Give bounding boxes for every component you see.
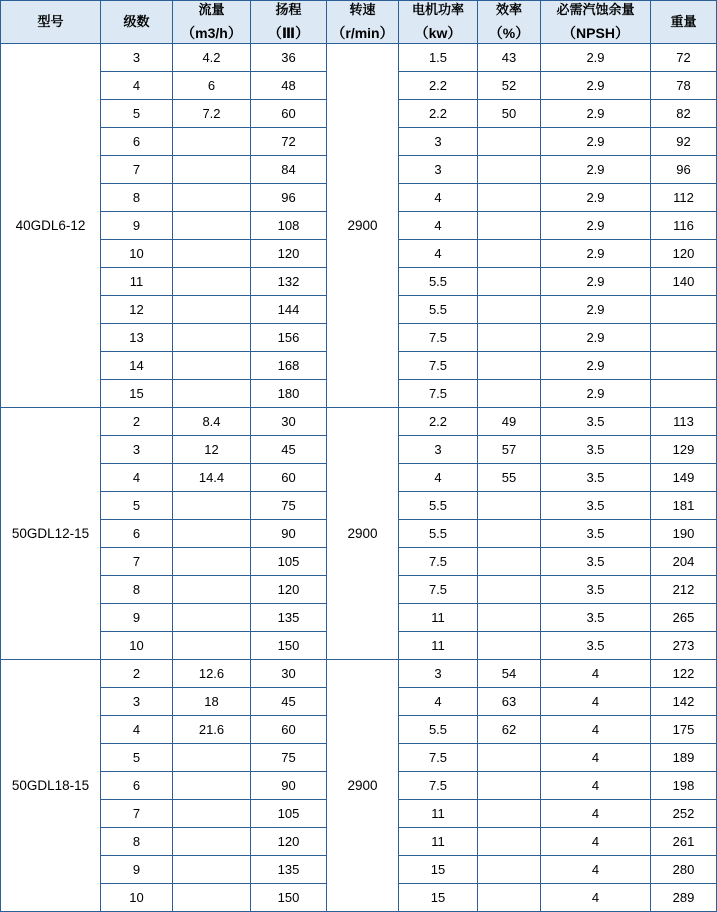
cell-npsh: 2.9 bbox=[541, 240, 651, 268]
cell-npsh: 4 bbox=[541, 828, 651, 856]
cell-eff: 55 bbox=[478, 464, 541, 492]
cell-eff bbox=[478, 156, 541, 184]
cell-stage: 8 bbox=[101, 576, 173, 604]
cell-flow bbox=[173, 856, 251, 884]
cell-power: 15 bbox=[399, 856, 478, 884]
cell-eff bbox=[478, 548, 541, 576]
cell-power: 7.5 bbox=[399, 380, 478, 408]
cell-head: 60 bbox=[251, 716, 327, 744]
column-header-5 bbox=[399, 1, 478, 44]
cell-weight: 181 bbox=[651, 492, 717, 520]
cell-head: 90 bbox=[251, 772, 327, 800]
table-row bbox=[1, 44, 717, 72]
cell-power: 7.5 bbox=[399, 352, 478, 380]
column-header-title: 扬程 bbox=[275, 2, 302, 17]
column-header-4 bbox=[327, 1, 399, 44]
cell-head: 150 bbox=[251, 884, 327, 912]
cell-eff: 50 bbox=[478, 100, 541, 128]
cell-npsh: 2.9 bbox=[541, 72, 651, 100]
cell-head: 120 bbox=[251, 576, 327, 604]
cell-power: 4 bbox=[399, 688, 478, 716]
cell-power: 5.5 bbox=[399, 492, 478, 520]
cell-flow bbox=[173, 828, 251, 856]
cell-head: 48 bbox=[251, 72, 327, 100]
column-header-title: 电机功率 bbox=[411, 2, 464, 17]
cell-weight: 289 bbox=[651, 884, 717, 912]
cell-eff bbox=[478, 268, 541, 296]
cell-weight: 92 bbox=[651, 128, 717, 156]
cell-head: 90 bbox=[251, 520, 327, 548]
cell-stage: 7 bbox=[101, 548, 173, 576]
cell-eff bbox=[478, 352, 541, 380]
cell-flow bbox=[173, 184, 251, 212]
cell-eff: 54 bbox=[478, 660, 541, 688]
cell-head: 132 bbox=[251, 268, 327, 296]
cell-npsh: 4 bbox=[541, 856, 651, 884]
cell-stage: 9 bbox=[101, 212, 173, 240]
column-header-unit: （%） bbox=[488, 24, 530, 41]
cell-eff bbox=[478, 240, 541, 268]
cell-model: 50GDL18-15 bbox=[1, 660, 101, 912]
cell-stage: 3 bbox=[101, 436, 173, 464]
cell-power: 11 bbox=[399, 632, 478, 660]
cell-head: 135 bbox=[251, 604, 327, 632]
cell-npsh: 2.9 bbox=[541, 44, 651, 72]
cell-head: 108 bbox=[251, 212, 327, 240]
cell-flow bbox=[173, 128, 251, 156]
cell-power: 5.5 bbox=[399, 268, 478, 296]
cell-weight bbox=[651, 352, 717, 380]
cell-npsh: 2.9 bbox=[541, 296, 651, 324]
cell-stage: 13 bbox=[101, 324, 173, 352]
cell-flow bbox=[173, 576, 251, 604]
cell-flow: 4.2 bbox=[173, 44, 251, 72]
column-header-8 bbox=[651, 1, 717, 44]
cell-head: 135 bbox=[251, 856, 327, 884]
cell-stage: 9 bbox=[101, 604, 173, 632]
cell-head: 60 bbox=[251, 464, 327, 492]
cell-head: 45 bbox=[251, 436, 327, 464]
cell-npsh: 3.5 bbox=[541, 464, 651, 492]
cell-speed: 2900 bbox=[327, 44, 399, 408]
table-header bbox=[1, 1, 717, 44]
cell-power: 2.2 bbox=[399, 100, 478, 128]
cell-head: 96 bbox=[251, 184, 327, 212]
cell-power: 4 bbox=[399, 212, 478, 240]
cell-stage: 2 bbox=[101, 660, 173, 688]
cell-eff bbox=[478, 212, 541, 240]
cell-weight: 189 bbox=[651, 744, 717, 772]
cell-npsh: 3.5 bbox=[541, 632, 651, 660]
cell-npsh: 3.5 bbox=[541, 408, 651, 436]
cell-eff bbox=[478, 492, 541, 520]
cell-weight bbox=[651, 296, 717, 324]
column-header-title: 重量 bbox=[670, 13, 697, 29]
header-row bbox=[1, 1, 717, 44]
column-header-unit: （Ⅲ） bbox=[267, 24, 310, 41]
cell-power: 1.5 bbox=[399, 44, 478, 72]
cell-npsh: 3.5 bbox=[541, 492, 651, 520]
cell-head: 105 bbox=[251, 800, 327, 828]
cell-eff: 52 bbox=[478, 72, 541, 100]
cell-stage: 6 bbox=[101, 772, 173, 800]
cell-weight: 116 bbox=[651, 212, 717, 240]
cell-npsh: 4 bbox=[541, 660, 651, 688]
cell-power: 5.5 bbox=[399, 716, 478, 744]
column-header-1 bbox=[101, 1, 173, 44]
table-body bbox=[1, 44, 717, 912]
table-row bbox=[1, 408, 717, 436]
cell-weight: 82 bbox=[651, 100, 717, 128]
cell-npsh: 2.9 bbox=[541, 156, 651, 184]
cell-npsh: 2.9 bbox=[541, 352, 651, 380]
cell-eff bbox=[478, 632, 541, 660]
cell-head: 36 bbox=[251, 44, 327, 72]
column-header-unit: （kw） bbox=[414, 24, 462, 41]
cell-npsh: 2.9 bbox=[541, 268, 651, 296]
cell-power: 3 bbox=[399, 436, 478, 464]
cell-flow: 12 bbox=[173, 436, 251, 464]
cell-flow bbox=[173, 352, 251, 380]
cell-stage: 9 bbox=[101, 856, 173, 884]
cell-weight: 190 bbox=[651, 520, 717, 548]
cell-flow bbox=[173, 268, 251, 296]
cell-eff bbox=[478, 324, 541, 352]
cell-stage: 4 bbox=[101, 716, 173, 744]
cell-head: 30 bbox=[251, 660, 327, 688]
cell-eff: 62 bbox=[478, 716, 541, 744]
cell-flow bbox=[173, 772, 251, 800]
cell-weight: 265 bbox=[651, 604, 717, 632]
column-header-unit: （NPSH） bbox=[562, 24, 629, 41]
cell-head: 72 bbox=[251, 128, 327, 156]
cell-model: 50GDL12-15 bbox=[1, 408, 101, 660]
cell-eff: 43 bbox=[478, 44, 541, 72]
cell-flow bbox=[173, 520, 251, 548]
cell-stage: 5 bbox=[101, 100, 173, 128]
column-header-2 bbox=[173, 1, 251, 44]
cell-speed: 2900 bbox=[327, 660, 399, 912]
cell-flow bbox=[173, 800, 251, 828]
table-row bbox=[1, 660, 717, 688]
cell-flow bbox=[173, 548, 251, 576]
column-header-title: 效率 bbox=[495, 2, 522, 17]
cell-eff bbox=[478, 744, 541, 772]
cell-weight: 72 bbox=[651, 44, 717, 72]
cell-weight: 175 bbox=[651, 716, 717, 744]
column-header-unit: （m3/h） bbox=[181, 24, 242, 41]
column-header-title: 级数 bbox=[123, 13, 150, 29]
cell-stage: 4 bbox=[101, 464, 173, 492]
cell-weight: 204 bbox=[651, 548, 717, 576]
cell-flow: 21.6 bbox=[173, 716, 251, 744]
cell-stage: 14 bbox=[101, 352, 173, 380]
cell-weight: 120 bbox=[651, 240, 717, 268]
cell-power: 7.5 bbox=[399, 324, 478, 352]
cell-weight: 212 bbox=[651, 576, 717, 604]
cell-head: 120 bbox=[251, 828, 327, 856]
cell-npsh: 4 bbox=[541, 688, 651, 716]
cell-npsh: 3.5 bbox=[541, 576, 651, 604]
cell-head: 120 bbox=[251, 240, 327, 268]
cell-flow: 18 bbox=[173, 688, 251, 716]
cell-weight: 122 bbox=[651, 660, 717, 688]
cell-weight: 198 bbox=[651, 772, 717, 800]
cell-head: 75 bbox=[251, 744, 327, 772]
cell-eff: 63 bbox=[478, 688, 541, 716]
column-header-title: 流量 bbox=[198, 2, 225, 17]
cell-flow bbox=[173, 492, 251, 520]
cell-stage: 5 bbox=[101, 744, 173, 772]
cell-npsh: 3.5 bbox=[541, 520, 651, 548]
cell-power: 7.5 bbox=[399, 744, 478, 772]
cell-flow bbox=[173, 744, 251, 772]
cell-flow: 6 bbox=[173, 72, 251, 100]
cell-weight: 252 bbox=[651, 800, 717, 828]
column-header-3 bbox=[251, 1, 327, 44]
cell-eff: 57 bbox=[478, 436, 541, 464]
cell-head: 45 bbox=[251, 688, 327, 716]
cell-weight: 149 bbox=[651, 464, 717, 492]
column-header-title: 转速 bbox=[349, 2, 376, 17]
cell-model: 40GDL6-12 bbox=[1, 44, 101, 408]
cell-power: 4 bbox=[399, 464, 478, 492]
cell-flow: 8.4 bbox=[173, 408, 251, 436]
cell-stage: 3 bbox=[101, 44, 173, 72]
cell-eff bbox=[478, 884, 541, 912]
cell-eff bbox=[478, 772, 541, 800]
cell-flow bbox=[173, 296, 251, 324]
cell-power: 7.5 bbox=[399, 548, 478, 576]
cell-stage: 12 bbox=[101, 296, 173, 324]
cell-npsh: 2.9 bbox=[541, 128, 651, 156]
cell-weight: 129 bbox=[651, 436, 717, 464]
cell-weight: 113 bbox=[651, 408, 717, 436]
cell-weight: 78 bbox=[651, 72, 717, 100]
column-header-7 bbox=[541, 1, 651, 44]
cell-eff bbox=[478, 856, 541, 884]
cell-head: 156 bbox=[251, 324, 327, 352]
cell-stage: 11 bbox=[101, 268, 173, 296]
cell-flow: 12.6 bbox=[173, 660, 251, 688]
cell-flow bbox=[173, 604, 251, 632]
cell-eff bbox=[478, 604, 541, 632]
cell-stage: 6 bbox=[101, 128, 173, 156]
cell-stage: 10 bbox=[101, 884, 173, 912]
cell-flow: 7.2 bbox=[173, 100, 251, 128]
column-header-6 bbox=[478, 1, 541, 44]
cell-npsh: 3.5 bbox=[541, 604, 651, 632]
column-header-unit: （r/min） bbox=[331, 24, 394, 41]
cell-npsh: 4 bbox=[541, 744, 651, 772]
cell-stage: 4 bbox=[101, 72, 173, 100]
cell-power: 4 bbox=[399, 184, 478, 212]
cell-flow bbox=[173, 884, 251, 912]
cell-flow bbox=[173, 324, 251, 352]
cell-npsh: 2.9 bbox=[541, 212, 651, 240]
cell-power: 15 bbox=[399, 884, 478, 912]
cell-weight: 140 bbox=[651, 268, 717, 296]
cell-power: 3 bbox=[399, 156, 478, 184]
cell-npsh: 4 bbox=[541, 884, 651, 912]
cell-npsh: 2.9 bbox=[541, 100, 651, 128]
cell-weight bbox=[651, 380, 717, 408]
cell-power: 11 bbox=[399, 828, 478, 856]
cell-power: 3 bbox=[399, 660, 478, 688]
cell-eff bbox=[478, 800, 541, 828]
cell-weight: 273 bbox=[651, 632, 717, 660]
cell-power: 7.5 bbox=[399, 576, 478, 604]
cell-head: 75 bbox=[251, 492, 327, 520]
cell-power: 5.5 bbox=[399, 296, 478, 324]
cell-eff: 49 bbox=[478, 408, 541, 436]
column-header-title: 型号 bbox=[37, 13, 64, 29]
cell-eff bbox=[478, 128, 541, 156]
cell-flow bbox=[173, 240, 251, 268]
cell-stage: 8 bbox=[101, 828, 173, 856]
cell-power: 4 bbox=[399, 240, 478, 268]
cell-weight: 96 bbox=[651, 156, 717, 184]
cell-head: 168 bbox=[251, 352, 327, 380]
cell-stage: 5 bbox=[101, 492, 173, 520]
cell-power: 3 bbox=[399, 128, 478, 156]
cell-power: 5.5 bbox=[399, 520, 478, 548]
cell-weight: 261 bbox=[651, 828, 717, 856]
cell-head: 84 bbox=[251, 156, 327, 184]
cell-head: 105 bbox=[251, 548, 327, 576]
cell-npsh: 2.9 bbox=[541, 380, 651, 408]
cell-stage: 10 bbox=[101, 632, 173, 660]
cell-head: 60 bbox=[251, 100, 327, 128]
cell-stage: 8 bbox=[101, 184, 173, 212]
cell-power: 11 bbox=[399, 604, 478, 632]
cell-power: 2.2 bbox=[399, 72, 478, 100]
cell-npsh: 3.5 bbox=[541, 548, 651, 576]
cell-weight: 142 bbox=[651, 688, 717, 716]
cell-stage: 7 bbox=[101, 156, 173, 184]
cell-eff bbox=[478, 520, 541, 548]
cell-speed: 2900 bbox=[327, 408, 399, 660]
cell-power: 7.5 bbox=[399, 772, 478, 800]
column-header-title: 必需汽蚀余量 bbox=[556, 2, 635, 17]
cell-flow bbox=[173, 156, 251, 184]
cell-flow bbox=[173, 380, 251, 408]
column-header-0 bbox=[1, 1, 101, 44]
cell-npsh: 4 bbox=[541, 800, 651, 828]
cell-stage: 3 bbox=[101, 688, 173, 716]
cell-flow: 14.4 bbox=[173, 464, 251, 492]
cell-eff bbox=[478, 576, 541, 604]
cell-power: 11 bbox=[399, 800, 478, 828]
cell-stage: 6 bbox=[101, 520, 173, 548]
cell-eff bbox=[478, 296, 541, 324]
cell-stage: 15 bbox=[101, 380, 173, 408]
cell-head: 30 bbox=[251, 408, 327, 436]
cell-npsh: 3.5 bbox=[541, 436, 651, 464]
cell-power: 2.2 bbox=[399, 408, 478, 436]
cell-stage: 7 bbox=[101, 800, 173, 828]
cell-npsh: 2.9 bbox=[541, 324, 651, 352]
cell-eff bbox=[478, 380, 541, 408]
cell-stage: 10 bbox=[101, 240, 173, 268]
cell-head: 150 bbox=[251, 632, 327, 660]
cell-npsh: 4 bbox=[541, 716, 651, 744]
cell-eff bbox=[478, 184, 541, 212]
cell-weight: 280 bbox=[651, 856, 717, 884]
cell-npsh: 4 bbox=[541, 772, 651, 800]
cell-head: 144 bbox=[251, 296, 327, 324]
cell-head: 180 bbox=[251, 380, 327, 408]
cell-flow bbox=[173, 632, 251, 660]
cell-eff bbox=[478, 828, 541, 856]
cell-stage: 2 bbox=[101, 408, 173, 436]
cell-npsh: 2.9 bbox=[541, 184, 651, 212]
cell-weight: 112 bbox=[651, 184, 717, 212]
cell-weight bbox=[651, 324, 717, 352]
cell-flow bbox=[173, 212, 251, 240]
